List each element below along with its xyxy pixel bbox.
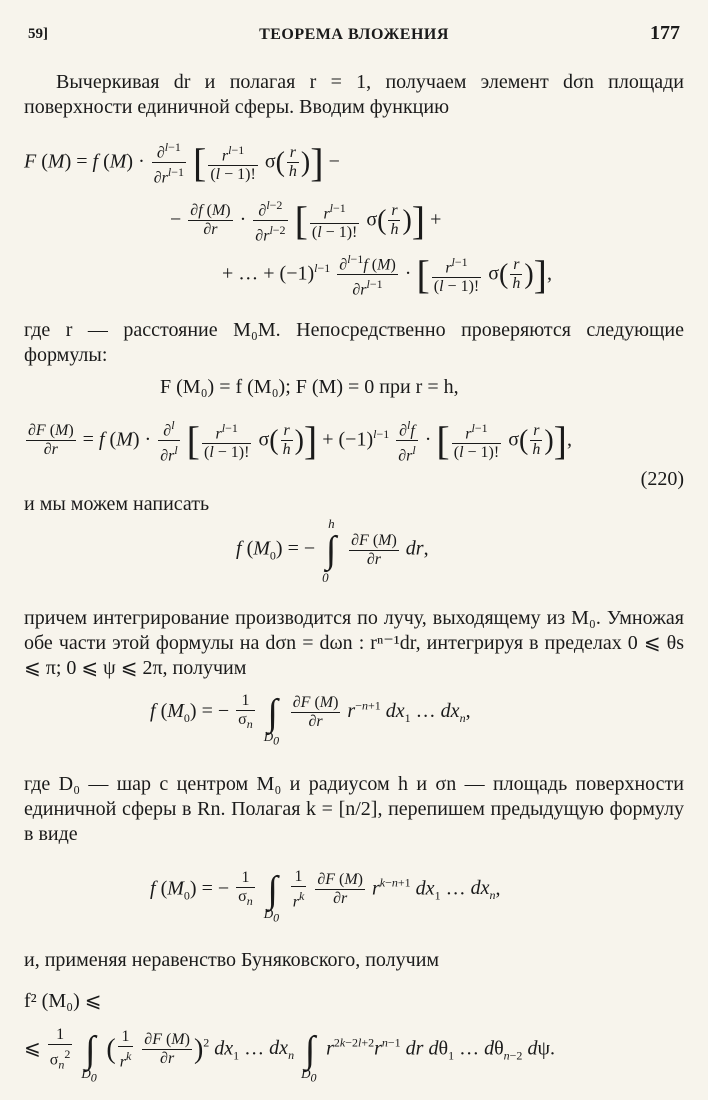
formula-dF-dr: $\frac{\partial F (M)}{\partial r}$ = f (M) · $\frac{\partial^l}{\partial r^l}$ [ $\frac{r^{l-1}}{(l - 1)!}$ σ( $\frac{r}{h}$ )] + $(-1)^{l-1}$ $\frac{\partial^lf}{\partial r^l}$ · [ $\frac{r^{l-1}}{(l - 1)!}$ σ( $\frac{r}{h}$ )], <box>28 417 572 465</box>
formula-F-line3: + … + $(-1)^{l-1}$ $\frac{\partial^{l-1}f (M)}{\partial r^{l-1}}$ · [ $\frac{r^{l-1}}{(l - 1)!}$ σ( $\frac{r}{h}$ )], <box>222 251 552 299</box>
formula-f-volume-integral: f $(M_0)$ = − $\frac{1}{\sigma_n}$ ∫ $D_0$ $\frac{\partial F (M)}{\partial r}$ $r^{-n+1}$ $dx_1$ … $dx_n$, <box>150 691 471 748</box>
formula-F-line1: F (M) = f (M) · $\frac{\partial^{l-1}}{\partial r^{l-1}}$ [ $\frac{r^{l-1}}{(l - 1)!}$ σ( $\frac{r}{h}$ )] − <box>24 139 340 187</box>
formula-f-squared-bound: ⩽ $\frac{1}{\sigma_n^2}$ ∫ $D_0$ ( $\frac{1}{r^k}$ $\frac{\partial F (M)}{\partial r}$ )$^2$ $dx_1$ … $dx_n$ ∫ $D_0$ $r^{2k-2l+2}r^{n-1}$ dr $d\theta_1$ … $d\theta_{n-2}$ dψ. <box>24 1026 555 1085</box>
formula-conditions: F (M₀) = f (M₀); F (M) = 0 при r = h, <box>160 376 459 398</box>
paragraph-integration: причем интегрирование производится по лучу, выходящему из M₀. Умножая обе части этой формулы на dσn = dωn : rⁿ⁻¹dr, интегрируя в пределах 0 ⩽ θs ⩽ π; 0 ⩽ ψ ⩽ 2π, получим <box>24 607 684 679</box>
formula-f-rewritten: f $(M_0)$ = − $\frac{1}{\sigma_n}$ ∫ $D_0$ $\frac{1}{r^k}$ $\frac{\partial F (M)}{\partial r}$ $r^{k-n+1}$ $dx_1$ … $dx_n$, <box>150 868 501 925</box>
running-title: ТЕОРЕМА ВЛОЖЕНИЯ <box>259 26 449 43</box>
paragraph-bunyakovsky: и, применяя неравенство Буняковского, получим <box>24 949 440 971</box>
formula-f-squared-lhs: f² (M₀) ⩽ <box>24 990 102 1012</box>
page-header <box>0 22 708 52</box>
formula-f-integral: f $(M_0)$ = − h ∫ 0 $\frac{\partial F (M)}{\partial r}$ dr, <box>236 516 429 585</box>
paragraph-ball: где D₀ — шар с центром M₀ и радиусом h и σn — площадь поверхности единичной сферы в Rn. Полагая k = [n/2], перепишем предыдущую формулу в виде <box>24 773 684 845</box>
paragraph-write: и мы можем написать <box>24 493 210 515</box>
equation-number: (220) <box>640 468 684 490</box>
paragraph-distance: где r — расстояние M₀M. Непосредственно проверяются следующие формулы: <box>24 319 684 366</box>
paragraph-intro: Вычеркивая dr и полагая r = 1, получаем элемент dσn площади поверхности единичной сферы. Вводим функцию <box>24 71 684 118</box>
formula-F-line2: − $\frac{\partial f (M)}{\partial r}$ · $\frac{\partial^{l-2}}{\partial r^{l-2}}$ [ $\frac{r^{l-1}}{(l - 1)!}$ σ( $\frac{r}{h}$ )] + <box>170 197 442 245</box>
section-number: 59] <box>28 26 48 42</box>
page-number: 177 <box>650 22 680 44</box>
